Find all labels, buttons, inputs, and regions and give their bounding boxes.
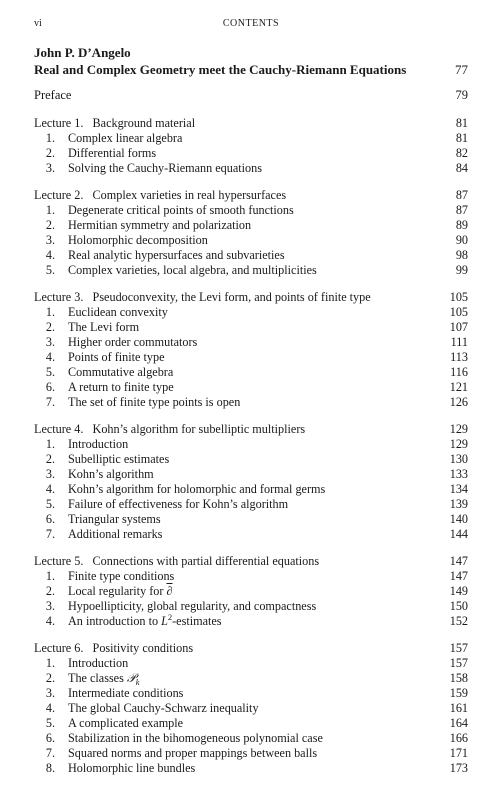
section-number: 7.: [45, 395, 55, 409]
section-entry: [34, 248, 468, 263]
section-title-text: The global Cauchy-Schwarz inequality: [68, 701, 259, 715]
section-page-number: 113: [450, 350, 468, 364]
lecture-block: [34, 554, 468, 629]
lecture-block: [34, 116, 468, 176]
section-title-text: Euclidean convexity: [68, 305, 168, 319]
section-page-number: 152: [449, 614, 468, 628]
part-page-number: 77: [455, 62, 468, 77]
section-page-number: 121: [449, 380, 468, 394]
section-page-number: 82: [455, 146, 468, 160]
section-title-text: Degenerate critical points of smooth functions: [68, 203, 294, 217]
section-title: [68, 248, 285, 263]
section-title: [68, 761, 195, 776]
section-entry: [34, 335, 468, 350]
section-title-text: Points of finite type: [68, 350, 165, 364]
preface-page-number: 79: [455, 88, 468, 102]
section-number: 1.: [45, 305, 55, 319]
section-page-number: 129: [449, 437, 468, 451]
running-head-title: CONTENTS: [222, 18, 280, 29]
section-number: 3.: [45, 161, 55, 175]
section-page-number: 140: [449, 512, 468, 526]
section-title-text: Higher order commutators: [68, 335, 198, 349]
section-entry: [34, 395, 468, 410]
section-entry: [34, 584, 468, 599]
section-entry: [34, 146, 468, 161]
section-entry: [34, 131, 468, 146]
section-page-number: 99: [455, 263, 468, 277]
part-title-row: [34, 61, 468, 78]
section-number: 6.: [45, 731, 55, 745]
section-title-text: Failure of effectiveness for Kohn’s algorithm: [68, 497, 289, 511]
page-folio: vi: [34, 18, 42, 29]
section-title-text: Commutative algebra: [68, 365, 174, 379]
section-title-text: Introduction: [68, 437, 129, 451]
section-title: [68, 263, 317, 278]
section-title-text: The classes: [68, 671, 127, 685]
section-entry: [34, 350, 468, 365]
section-number: 4.: [45, 248, 55, 262]
section-number: 3.: [45, 686, 55, 700]
section-title-text: Additional remarks: [68, 527, 163, 541]
section-title: [68, 731, 323, 746]
section-page-number: 105: [449, 305, 468, 319]
section-number: 7.: [45, 746, 55, 760]
section-page-number: 89: [455, 218, 468, 232]
section-title-text: An introduction to: [68, 614, 162, 628]
section-title: [68, 716, 183, 731]
lecture-block: [34, 290, 468, 410]
section-number: 5.: [45, 263, 55, 277]
section-title-text: Stabilization in the bihomogeneous polynomial case: [68, 731, 323, 745]
section-number: 7.: [45, 527, 55, 541]
section-number: 2.: [45, 320, 55, 334]
section-title: [68, 584, 173, 599]
section-title: [68, 671, 139, 687]
section-title-text: Kohn’s algorithm for holomorphic and formal germs: [68, 482, 326, 496]
section-entry: [34, 320, 468, 335]
section-page-number: 81: [455, 131, 468, 145]
section-page-number: 90: [455, 233, 468, 247]
lecture-heading-row: [34, 188, 468, 203]
lecture-block: [34, 188, 468, 278]
section-entry: [34, 233, 468, 248]
section-title: [68, 146, 156, 161]
section-entry: [34, 452, 468, 467]
section-entry: [34, 599, 468, 614]
section-title: [68, 365, 173, 380]
section-title: [68, 233, 208, 248]
section-page-number: 149: [449, 584, 468, 598]
math-symbol: ∂: [166, 584, 173, 598]
section-page-number: 107: [449, 320, 468, 334]
lecture-heading: Lecture 2. Complex varieties in real hypersurfaces: [34, 188, 287, 202]
section-title: [68, 599, 316, 614]
section-entry: [34, 527, 468, 542]
section-number: 5.: [45, 365, 55, 379]
lecture-heading: Lecture 4. Kohn’s algorithm for subelliptic multipliers: [34, 422, 306, 436]
section-title-text: Differential forms: [68, 146, 157, 160]
section-number: 5.: [45, 716, 55, 730]
section-title-text: Kohn’s algorithm: [68, 467, 154, 481]
section-entry: [34, 380, 468, 395]
section-number: 6.: [45, 380, 55, 394]
section-title-text: Real analytic hypersurfaces and subvarieties: [68, 248, 285, 262]
section-title: [68, 203, 294, 218]
section-number: 3.: [45, 599, 55, 613]
section-title: [68, 161, 262, 176]
section-page-number: 164: [449, 716, 468, 730]
lecture-page-number: 81: [455, 116, 468, 130]
section-number: 2.: [45, 218, 55, 232]
lecture-page-number: 157: [449, 641, 468, 655]
section-page-number: 157: [449, 656, 468, 670]
section-title: [68, 131, 182, 146]
section-title: [68, 380, 174, 395]
section-number: 3.: [45, 335, 55, 349]
section-title-text: Solving the Cauchy-Riemann equations: [68, 161, 262, 175]
section-page-number: 130: [449, 452, 468, 466]
lecture-heading-row: [34, 641, 468, 656]
lecture-heading: Lecture 1. Background material: [34, 116, 196, 130]
lecture-page-number: 105: [449, 290, 468, 304]
section-page-number: 134: [449, 482, 468, 496]
section-title-text: Holomorphic line bundles: [68, 761, 196, 775]
section-entry: [34, 305, 468, 320]
section-page-number: 126: [449, 395, 468, 409]
section-title-text: Complex varieties, local algebra, and multiplicities: [68, 263, 317, 277]
preface-label: Preface: [34, 88, 72, 102]
section-page-number: 139: [449, 497, 468, 511]
section-entry: [34, 716, 468, 731]
section-title: [68, 305, 168, 320]
math-symbol: 𝒫: [126, 671, 136, 685]
section-title: [68, 335, 197, 350]
section-page-number: 171: [449, 746, 468, 760]
section-page-number: 158: [449, 671, 468, 685]
section-entry: [34, 731, 468, 746]
section-entry: [34, 263, 468, 278]
section-entry: [34, 365, 468, 380]
part-heading: [34, 44, 468, 78]
part-title: Real and Complex Geometry meet the Cauchy-Riemann Equations: [34, 62, 407, 77]
section-number: 1.: [45, 437, 55, 451]
lecture-page-number: 129: [449, 422, 468, 436]
section-entry: [34, 671, 468, 686]
math-superscript: 2: [167, 612, 173, 622]
section-number: 2.: [45, 671, 55, 685]
section-entry: [34, 686, 468, 701]
section-title: [68, 350, 164, 365]
section-title-text: Squared norms and proper mappings between balls: [68, 746, 318, 760]
section-title-text: Local regularity for: [68, 584, 167, 598]
section-number: 2.: [45, 584, 55, 598]
section-title-text: A return to finite type: [68, 380, 174, 394]
section-number: 1.: [45, 569, 55, 583]
section-page-number: 111: [450, 335, 468, 349]
section-page-number: 166: [449, 731, 468, 745]
section-title: [68, 320, 139, 335]
section-entry: [34, 482, 468, 497]
section-title-text: Intermediate conditions: [68, 686, 184, 700]
lecture-heading-row: [34, 422, 468, 437]
section-entry: [34, 761, 468, 776]
section-title: [68, 746, 317, 761]
part-author: John P. D’Angelo: [34, 45, 131, 60]
section-title-text: Subelliptic estimates: [68, 452, 170, 466]
section-page-number: 147: [449, 569, 468, 583]
section-entry: [34, 161, 468, 176]
section-title: [68, 467, 154, 482]
lecture-block: [34, 422, 468, 542]
math-subscript: k: [135, 677, 140, 687]
lecture-page-number: 87: [455, 188, 468, 202]
section-number: 6.: [45, 512, 55, 526]
section-page-number: 159: [449, 686, 468, 700]
section-entry: [34, 569, 468, 584]
lecture-heading-row: [34, 290, 468, 305]
section-number: 4.: [45, 350, 55, 364]
section-entry: [34, 614, 468, 629]
section-title-text: Introduction: [68, 656, 129, 670]
section-title: [68, 614, 222, 630]
section-entry: [34, 746, 468, 761]
section-title: [68, 395, 240, 410]
section-entry: [34, 497, 468, 512]
section-number: 5.: [45, 497, 55, 511]
lecture-heading-row: [34, 116, 468, 131]
section-title-text: The Levi form: [68, 320, 140, 334]
section-page-number: 116: [450, 365, 468, 379]
section-entry: [34, 218, 468, 233]
lecture-page-number: 147: [449, 554, 468, 568]
preface-entry: [34, 88, 468, 103]
section-title-text: Triangular systems: [68, 512, 161, 526]
section-number: 4.: [45, 701, 55, 715]
lecture-heading: Lecture 6. Positivity conditions: [34, 641, 194, 655]
lecture-block: [34, 641, 468, 776]
section-number: 4.: [45, 482, 55, 496]
section-title: [68, 656, 128, 671]
section-entry: [34, 512, 468, 527]
lecture-heading: Lecture 3. Pseudoconvexity, the Levi form, and points of finite type: [34, 290, 371, 304]
section-title-text: Holomorphic decomposition: [68, 233, 208, 247]
section-title-text: Hypoellipticity, global regularity, and compactness: [68, 599, 317, 613]
section-page-number: 161: [449, 701, 468, 715]
section-entry: [34, 701, 468, 716]
section-title-suffix: -estimates: [172, 614, 222, 628]
section-page-number: 144: [449, 527, 468, 541]
section-title-text: Finite type conditions: [68, 569, 175, 583]
section-title-text: Complex linear algebra: [68, 131, 183, 145]
section-page-number: 133: [449, 467, 468, 481]
section-title-text: Hermitian symmetry and polarization: [68, 218, 252, 232]
math-symbol: L: [161, 614, 168, 628]
section-entry: [34, 656, 468, 671]
section-title: [68, 512, 161, 527]
lecture-heading: Lecture 5. Connections with partial differential equations: [34, 554, 320, 568]
section-title-text: A complicated example: [68, 716, 184, 730]
section-title: [68, 482, 325, 497]
section-number: 8.: [45, 761, 55, 775]
section-number: 1.: [45, 656, 55, 670]
section-number: 3.: [45, 233, 55, 247]
section-number: 2.: [45, 146, 55, 160]
section-number: 4.: [45, 614, 55, 628]
section-entry: [34, 203, 468, 218]
lecture-list: [34, 116, 468, 788]
section-entry: [34, 437, 468, 452]
section-title: [68, 452, 169, 467]
section-page-number: 98: [455, 248, 468, 262]
section-page-number: 87: [455, 203, 468, 217]
section-title: [68, 497, 288, 512]
section-title: [68, 701, 259, 716]
section-title: [68, 686, 183, 701]
running-head: [34, 18, 468, 32]
section-title-text: The set of finite type points is open: [68, 395, 241, 409]
section-number: 2.: [45, 452, 55, 466]
section-entry: [34, 467, 468, 482]
section-page-number: 173: [449, 761, 468, 775]
section-page-number: 84: [455, 161, 468, 175]
section-title: [68, 437, 128, 452]
section-title: [68, 569, 174, 584]
section-title: [68, 527, 162, 542]
section-title: [68, 218, 251, 233]
section-number: 1.: [45, 131, 55, 145]
section-number: 3.: [45, 467, 55, 481]
section-page-number: 150: [449, 599, 468, 613]
section-number: 1.: [45, 203, 55, 217]
lecture-heading-row: [34, 554, 468, 569]
